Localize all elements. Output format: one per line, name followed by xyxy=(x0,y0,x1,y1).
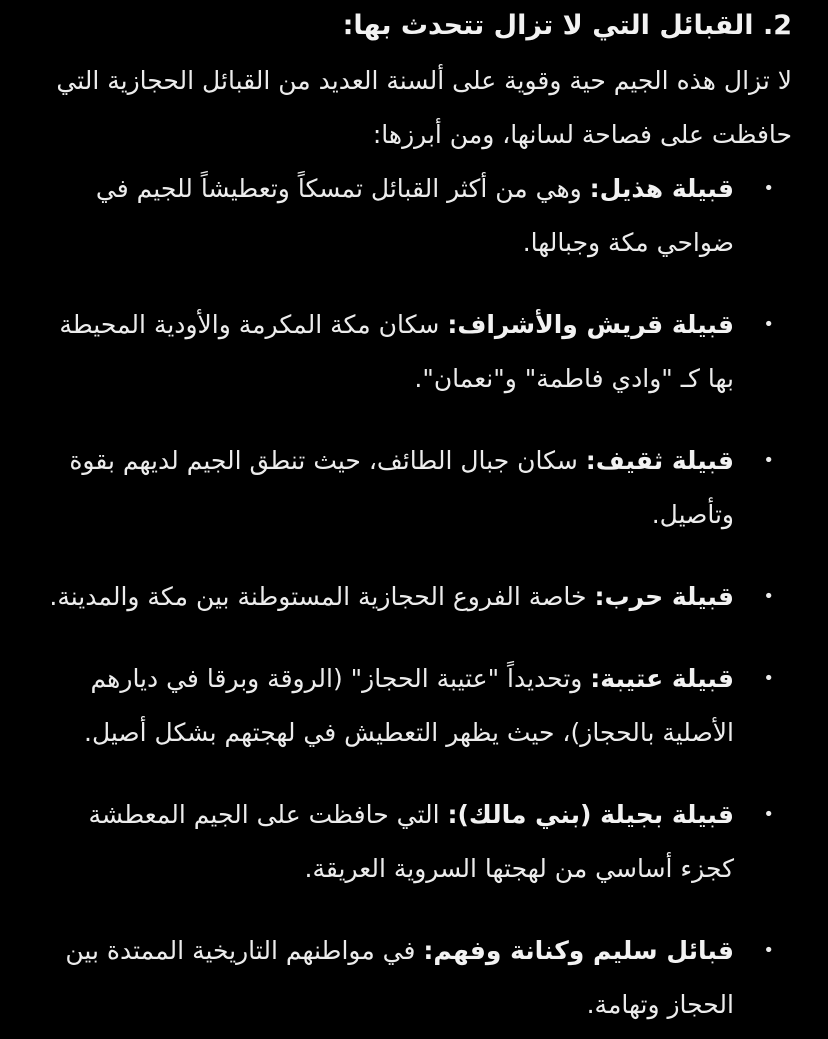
bullet-icon: • xyxy=(763,586,774,607)
tribe-name: قبيلة بجيلة (بني مالك): xyxy=(447,800,734,829)
tribe-description: التي حافظت على الجيم المعطشة كجزء أساسي من لهجتها السروية العريقة. xyxy=(88,800,734,883)
list-item xyxy=(30,652,792,760)
bullet-icon: • xyxy=(763,178,774,199)
tribe-description: وهي من أكثر القبائل تمسكاً وتعطيشاً للجيم في ضواحي مكة وجبالها. xyxy=(95,174,734,257)
tribe-name: قبيلة عتيبة: xyxy=(590,664,734,693)
tribe-description: سكان جبال الطائف، حيث تنطق الجيم لديهم بقوة وتأصيل. xyxy=(69,446,734,529)
tribe-name: قبيلة هذيل: xyxy=(589,174,734,203)
bullet-icon: • xyxy=(763,314,774,335)
list-item xyxy=(30,162,792,270)
tribes-list xyxy=(30,162,792,1032)
tribe-name: قبائل سليم وكنانة وفهم: xyxy=(423,936,734,965)
tribe-description: في مواطنهم التاريخية الممتدة بين الحجاز وتهامة. xyxy=(65,936,734,1019)
bullet-icon: • xyxy=(763,940,774,961)
list-item xyxy=(30,298,792,406)
list-item xyxy=(30,570,792,624)
list-item xyxy=(30,788,792,896)
tribe-name: قبيلة قريش والأشراف: xyxy=(447,310,734,339)
intro-paragraph: لا تزال هذه الجيم حية وقوية على ألسنة العديد من القبائل الحجازية التي حافظت على فصاحة لسانها، ومن أبرزها: xyxy=(56,66,792,149)
tribe-description: خاصة الفروع الحجازية المستوطنة بين مكة والمدينة. xyxy=(49,582,595,611)
list-item xyxy=(30,924,792,1032)
tribe-description: سكان مكة المكرمة والأودية المحيطة بها كـ "وادي فاطمة" و"نعمان". xyxy=(59,310,734,393)
section-heading: 2. القبائل التي لا تزال تتحدث بها: xyxy=(342,10,792,41)
bullet-icon: • xyxy=(763,450,774,471)
tribe-description: وتحديداً "عتيبة الحجاز" (الروقة وبرقا في ديارهم الأصلية بالحجاز)، حيث يظهر التعطيش في لهجتهم بشكل أصيل. xyxy=(84,664,734,747)
tribe-name: قبيلة ثقيف: xyxy=(585,446,734,475)
tribe-name: قبيلة حرب: xyxy=(594,582,734,611)
bullet-icon: • xyxy=(763,668,774,689)
bullet-icon: • xyxy=(763,804,774,825)
list-item xyxy=(30,434,792,542)
